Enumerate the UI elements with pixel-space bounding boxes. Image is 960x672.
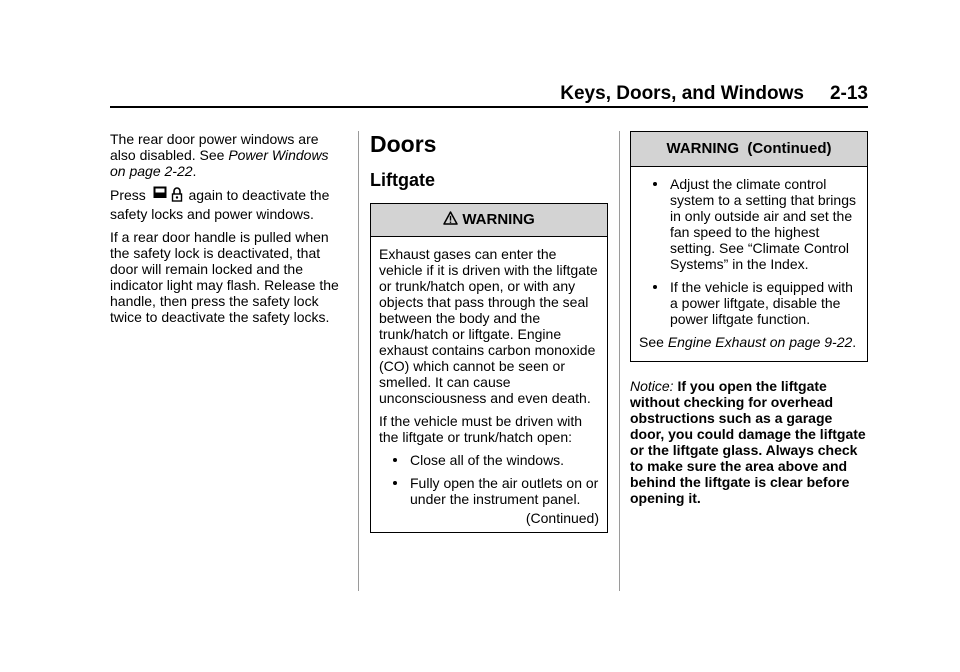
warning-continued-header <box>631 132 867 167</box>
section-title: Keys, Doors, and Windows <box>560 83 804 104</box>
bullet-dot-icon <box>653 182 657 186</box>
warning-triangle-icon <box>443 211 462 228</box>
list-item: If the vehicle is equipped with a power liftgate, disable the power liftgate function. <box>639 279 859 327</box>
column-1 <box>110 131 346 332</box>
continued-label: (Continued) <box>525 510 599 526</box>
heading-doors: Doors <box>370 131 437 157</box>
warning-paragraph-driven-open: If the vehicle must be driven with the liftgate or trunk/hatch open: <box>379 413 583 445</box>
warning-continued-title: WARNING (Continued) <box>666 140 832 157</box>
child-lock-icon <box>171 186 183 206</box>
warning-box <box>370 203 608 533</box>
list-item: Close all of the windows. <box>379 452 599 468</box>
bullet-dot-icon <box>393 481 397 485</box>
column-2 <box>370 131 608 533</box>
header-rule <box>110 106 868 108</box>
page-number: 2-13 <box>829 83 868 104</box>
page-header <box>110 84 868 104</box>
list-item: Adjust the climate control system to a setting that brings in only outside air and set the fan speed to the highest setting. See “Climate Control Systems” in the Index. <box>639 176 859 272</box>
column-divider-left <box>358 131 359 591</box>
notice-label: Notice: <box>630 378 674 394</box>
see-reference: See Engine Exhaust on page 9-22. <box>639 334 857 350</box>
warning-title: WARNING <box>462 211 535 228</box>
heading-liftgate: Liftgate <box>370 170 435 190</box>
warning-paragraph-exhaust: Exhaust gases can enter the vehicle if it is driven with the liftgate or trunk/hatch open, or with any objects that pass through the seal between the body and the trunk/hatch or liftgate. Engine exhaust contains carbon monoxide (CO) which cannot be seen or smelled. It can cause unconsciousness and even death. <box>379 246 598 406</box>
cross-reference: Engine Exhaust on page 9-22 <box>667 334 853 350</box>
warning-body <box>371 237 607 532</box>
column-divider-right <box>619 131 620 591</box>
paragraph-door-handle: If a rear door handle is pulled when the safety lock is deactivated, that door will remain locked and the indicator light may flash. Release the handle, then press the safety lock twice to deactivate the safety locks. <box>110 229 339 325</box>
warning-continued-box <box>630 131 868 362</box>
warning-continued-body <box>631 167 867 361</box>
notice-paragraph <box>630 378 868 506</box>
paragraph-press: Press again to deactivate the safety locks and power windows. <box>110 187 330 222</box>
notice-text: If you open the liftgate without checking for overhead obstructions such as a garage door, you could damage the liftgate or the liftgate glass. Always check to make sure the area above and behind the liftgate is clear before opening it. <box>630 378 866 506</box>
paragraph-rear-windows: The rear door power windows are also disabled. See Power Windows on page 2-22. <box>110 131 329 179</box>
list-item: Fully open the air outlets on or under the instrument panel. <box>379 475 599 507</box>
bullet-dot-icon <box>393 458 397 462</box>
bullet-dot-icon <box>653 285 657 289</box>
cross-reference: Power Windows on page 2-22 <box>110 147 329 179</box>
column-3 <box>630 131 868 513</box>
warning-header <box>371 204 607 237</box>
